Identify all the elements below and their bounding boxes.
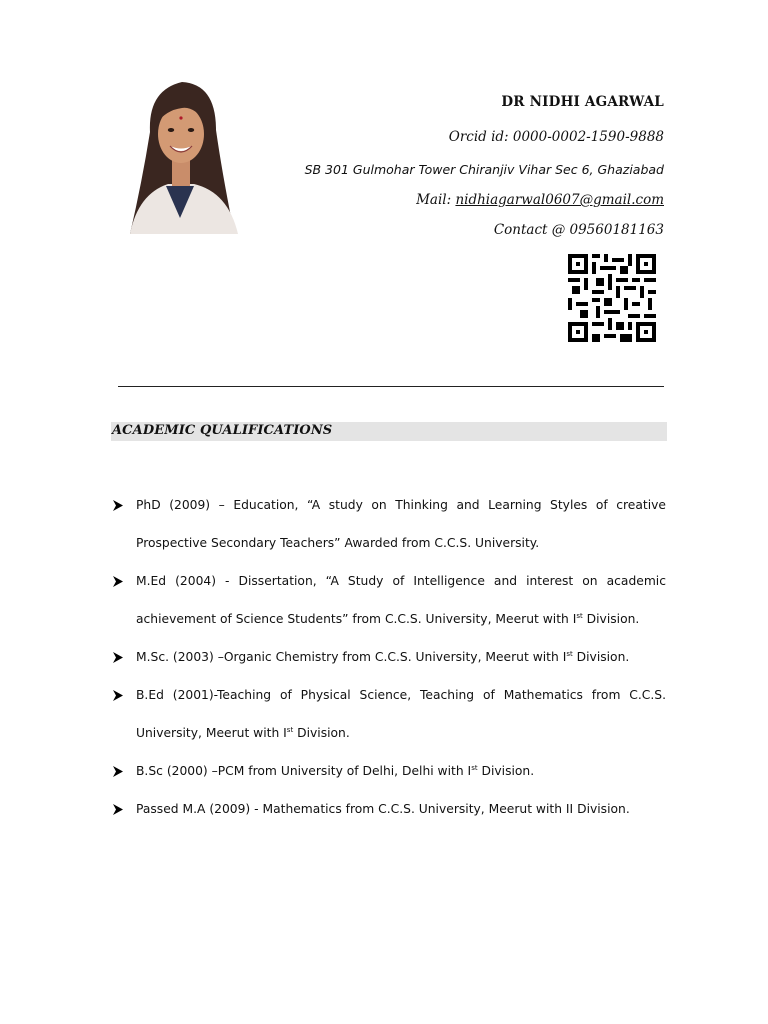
qualification-text-end: Division. [572, 650, 630, 664]
ordinal-suffix: st [286, 725, 294, 734]
arrowhead-bullet-icon [112, 676, 126, 714]
qualification-text: M.Sc. (2003) –Organic Chemistry from C.C.S. University, Meerut with I [136, 650, 567, 664]
separator-rule [118, 386, 664, 387]
qualification-text: PhD (2009) – Education, “A study on Thinking and Learning Styles of creative Prospective Secondary Teachers” Awarded from C.C.S. University. [136, 498, 666, 550]
arrowhead-bullet-icon [112, 562, 126, 600]
qualification-item-bsc [112, 752, 666, 790]
qualification-text: M.Ed (2004) - Dissertation, “A Study of Intelligence and interest on academic achievement of Science Students” from C.C.S. University, Meerut with I [136, 574, 666, 626]
contact-number: Contact @ 09560181163 [493, 222, 664, 238]
qualification-text-end: Division. [293, 726, 350, 740]
qualification-item-ma [112, 790, 666, 828]
address: SB 301 Gulmohar Tower Chiranjiv Vihar Sec 6, Ghaziabad [304, 162, 664, 177]
qualification-item-med [112, 562, 666, 638]
qualification-item-phd [112, 486, 666, 562]
mail-line [416, 192, 664, 208]
qualification-text-end: Division. [582, 612, 640, 626]
mail-label: Mail: [416, 192, 456, 208]
profile-photo [120, 72, 242, 234]
qualification-text-end: Division. [477, 764, 535, 778]
qualification-text: B.Sc (2000) –PCM from University of Delhi, Delhi with I [136, 764, 472, 778]
qualifications-list [112, 486, 666, 828]
arrowhead-bullet-icon [112, 486, 126, 524]
qualification-text: Passed M.A (2009) - Mathematics from C.C.S. University, Meerut with II Division. [136, 802, 630, 816]
orcid-id: Orcid id: 0000-0002-1590-9888 [448, 129, 664, 145]
arrowhead-bullet-icon [112, 752, 126, 790]
qualification-text: B.Ed (2001)-Teaching of Physical Science, Teaching of Mathematics from C.C.S. University, Meerut with I [136, 688, 666, 740]
qr-code-icon [568, 254, 656, 342]
arrowhead-bullet-icon [112, 638, 126, 676]
ordinal-suffix: st [566, 649, 573, 658]
qualification-item-bed [112, 676, 666, 752]
candidate-name: DR NIDHI AGARWAL [501, 94, 664, 110]
email-link[interactable]: nidhiagarwal0607@gmail.com [455, 192, 664, 208]
qualification-item-msc [112, 638, 666, 676]
arrowhead-bullet-icon [112, 790, 126, 828]
ordinal-suffix: st [576, 611, 583, 620]
ordinal-suffix: st [471, 763, 478, 772]
section-title-academic-qualifications: ACADEMIC QUALIFICATIONS [112, 423, 333, 438]
